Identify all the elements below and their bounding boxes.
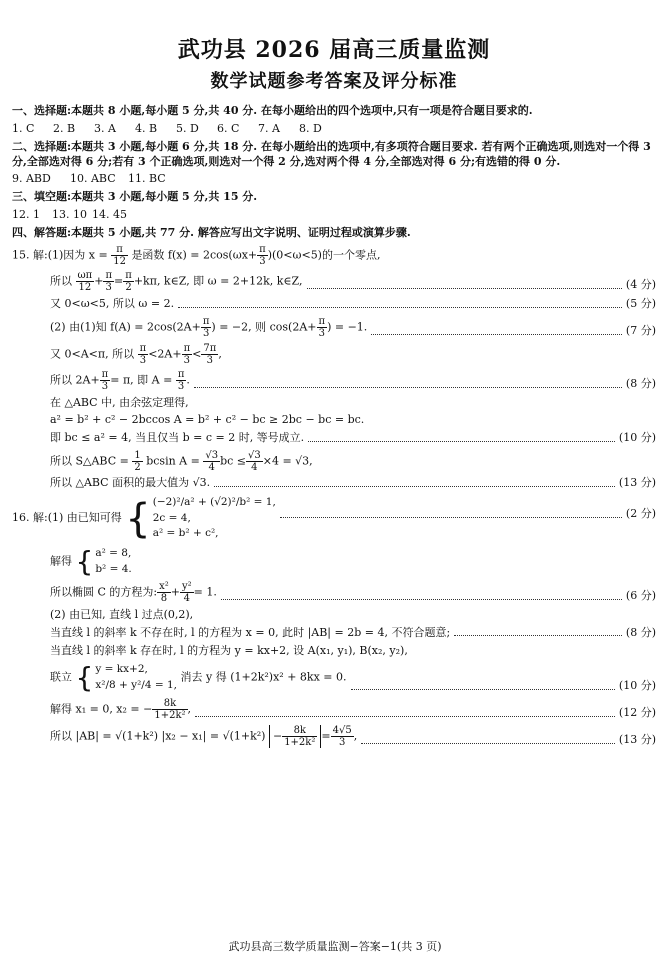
q16-step3: 当直线 l 的斜率 k 不存在时, l 的方程为 x = 0, 此时 |AB| = 2b = 4, 不符合题意; (8 分) xyxy=(50,625,656,639)
q16-step7: 所以 |AB| = √(1+k²) |x₂ − x₁| = √(1+k²) − $\frac{8k}{\text{1+2k²}}$ = $\frac{4√5}{3}$ , (13 分) xyxy=(50,724,656,748)
page-title: 武功县 2026 届高三质量监测 xyxy=(177,37,491,63)
score-label: (2 分) xyxy=(625,507,656,521)
score-label: (12 分) xyxy=(618,705,656,719)
score-label: (8 分) xyxy=(625,625,656,639)
q15-step4: 又 0<A<π, 所以 $\frac{\pi}{3}$ <2A+ $\frac{\pi}{3}$ < $\frac{7\pi}{3}$ , xyxy=(50,342,222,366)
answer-item: 4. B xyxy=(135,121,158,135)
answer-item: 10. ABC xyxy=(70,172,116,186)
score-label: (10 分) xyxy=(618,431,656,445)
q16-step6: 解得 x₁ = 0, x₂ = − $\frac{8k}{\text{1+2k²}}$ , (12 分) xyxy=(50,697,656,721)
score-label: (13 分) xyxy=(618,732,656,746)
answer-item: 5. D xyxy=(176,121,199,135)
q16-step4: 当直线 l 的斜率 k 存在时, l 的方程为 y = kx+2, 设 A(x₁, y₁), B(x₂, y₂), xyxy=(50,644,408,658)
q15-step3: (2) 由(1)知 f(A) = 2cos(2A+ $\frac{\pi}{3}$ ) = −2, 则 cos(2A+ $\frac{\pi}{3}$ ) = −1. (7 分) xyxy=(50,315,656,339)
section4-intro: 四、解答题:本题共 5 小题,共 77 分. 解答应写出文字说明、证明过程或演算步骤. xyxy=(12,225,411,239)
page-footer: 武功县高三数学质量监测−答案−1(共 3 页) xyxy=(228,940,442,953)
text: 是函数 f(x) = 2cos(ωx+ xyxy=(131,248,258,262)
q16-step1: 所以椭圆 C 的方程为: $\frac{\text{x²}}{8}$ + $\frac{\text{y²}}{4}$ = 1. (6 分) xyxy=(50,580,656,604)
q15-head xyxy=(12,244,656,267)
q16-step2: (2) 由已知, 直线 l 过点(0,2), xyxy=(50,607,194,621)
score-label: (6 分) xyxy=(625,588,656,602)
answer-item: 12. 1 xyxy=(12,208,40,222)
section1-answers xyxy=(12,122,656,137)
score-label: (13 分) xyxy=(618,476,656,490)
q15-step8: 即 bc ≤ a² = 4, 当且仅当 b = c = 2 时, 等号成立. (10 分) xyxy=(50,431,656,445)
score-label: (4 分) xyxy=(625,277,656,291)
q16-solve: 解得 { a² = 8, b² = 4. xyxy=(50,544,132,578)
q15-step9: 所以 S△ABC = $\frac{1}{2}$ bcsin A = $\frac{√3}{4}$ bc ≤ $\frac{√3}{4}$ ×4 = √3, xyxy=(50,450,313,474)
text: )(0<ω<5)的一个零点, xyxy=(267,248,381,262)
q15-step2: 又 0<ω<5, 所以 ω = 2. (5 分) xyxy=(50,296,656,310)
score-label: (7 分) xyxy=(625,323,656,337)
q15-step7: a² = b² + c² − 2bccos A = b² + c² − bc ≥ 2bc − bc = bc. xyxy=(50,413,365,427)
q16-head: 16. 解:(1) 由已知可得 { (−2)²/a² + (√2)²/b² = 1, 2c = 4, a² = b² + c², (2 分) xyxy=(12,495,656,542)
fraction: $\frac{\pi}{12}$ xyxy=(113,243,126,267)
answer-item: 14. 45 xyxy=(92,208,127,222)
q15-step5: 所以 2A+ $\frac{\pi}{3}$ = π, 即 A = $\frac{\pi}{3}$ . (8 分) xyxy=(50,368,656,392)
answer-item: 11. BC xyxy=(128,172,166,186)
answer-item: 9. ABD xyxy=(12,172,51,186)
section2-answers xyxy=(12,172,656,187)
answer-item: 8. D xyxy=(299,121,322,135)
answer-item: 1. C xyxy=(12,121,35,135)
score-label: (5 分) xyxy=(625,296,656,310)
fraction: $\frac{\pi}{3}$ xyxy=(259,243,266,267)
q15-step10: 所以 △ABC 面积的最大值为 √3. (13 分) xyxy=(50,476,656,490)
q15-step1: 所以 $\frac{\omega\pi}{12}$ + $\frac{\pi}{3}$ = $\frac{\pi}{2}$ +kπ, k∈Z, 即 ω = 2+12k, k∈Z, (4 分) xyxy=(50,269,656,293)
answer-item: 2. B xyxy=(53,121,76,135)
section1-intro: 一、选择题:本题共 8 小题,每小题 5 分,共 40 分. 在每小题给出的四个选项中,只有一项是符合题目要求的. xyxy=(12,103,533,117)
q15-step6: 在 △ABC 中, 由余弦定理得, xyxy=(50,395,189,409)
answer-item: 6. C xyxy=(217,121,240,135)
answer-item: 13. 10 xyxy=(52,208,87,222)
score-label: (8 分) xyxy=(625,376,656,390)
q16-step5: 联立 { y = kx+2, x²/8 + y²/4 = 1, 消去 y 得 (1+2k²)x² + 8kx = 0. (10 分) xyxy=(50,660,656,694)
score-label: (10 分) xyxy=(618,678,656,692)
section3-intro: 三、填空题:本题共 3 小题,每小题 5 分,共 15 分. xyxy=(12,190,258,204)
answer-item: 7. A xyxy=(258,121,280,135)
text: 15. 解:(1)因为 x = xyxy=(12,248,108,262)
section2-intro: 二、选择题:本题共 3 小题,每小题 6 分,共 18 分. 在每小题给出的选项中,有多项符合题目要求. 若有两个正确选项,则选对一个得 3 分,全部选对得 6 分;若有 3 个正确选项,则选对一个得 2 分,选对两个得 4 分,全部选对得 6 分;有选错的得 0 分. xyxy=(12,139,651,168)
section3-answers xyxy=(12,208,656,223)
page-subtitle: 数学试题参考答案及评分标准 xyxy=(210,70,458,92)
answer-item: 3. A xyxy=(94,121,116,135)
